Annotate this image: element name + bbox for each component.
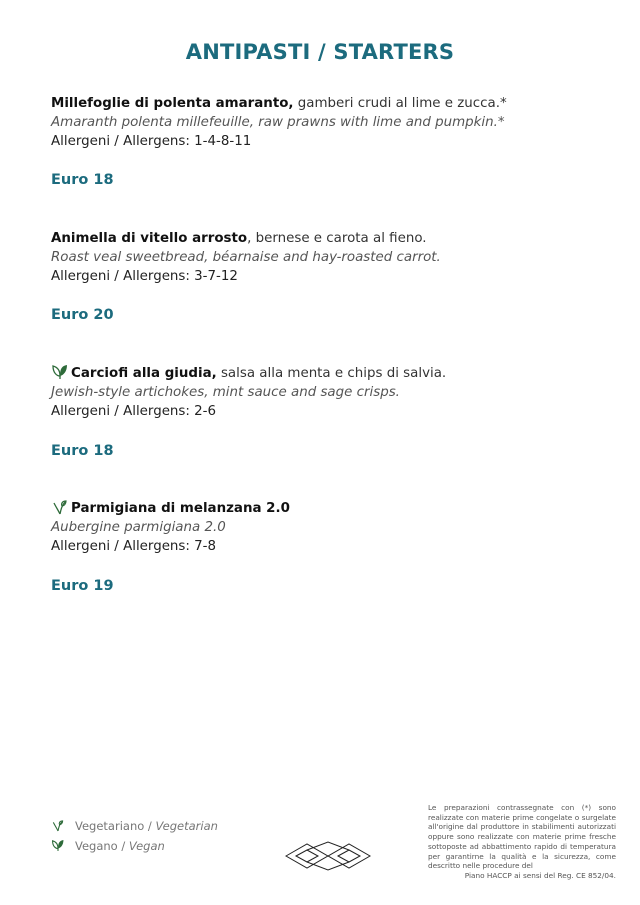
legend-vegan-it: Vegano / — [75, 839, 129, 853]
vegetarian-sprout-icon — [51, 819, 65, 832]
dish-description-en: Amaranth polenta millefeuille, raw prawns with lime and pumpkin.* — [51, 115, 505, 130]
dish-description-en: Roast veal sweetbread, béarnaise and hay-roasted carrot. — [51, 250, 441, 265]
menu-item — [51, 94, 611, 151]
dish-allergens: Allergeni / Allergens: 1-4-8-11 — [51, 134, 252, 149]
dish-allergens: Allergeni / Allergens: 3-7-12 — [51, 269, 238, 284]
vegan-leaf-icon — [51, 364, 69, 380]
dish-description-en: Aubergine parmigiana 2.0 — [51, 520, 226, 535]
legend-vegetarian-en: Vegetarian — [155, 819, 218, 833]
legend-vegetarian — [51, 819, 218, 833]
legend-vegan-en: Vegan — [128, 839, 165, 853]
dish-price: Euro 18 — [51, 172, 114, 188]
legend-vegetarian-it: Vegetariano / — [75, 819, 156, 833]
dish-description-it: salsa alla menta e chips di salvia. — [216, 366, 447, 381]
dish-price: Euro 19 — [51, 578, 114, 594]
haccp-note — [428, 803, 616, 881]
dish-name: Millefoglie di polenta amaranto, — [51, 96, 294, 111]
menu-item — [51, 499, 611, 556]
dish-allergens: Allergeni / Allergens: 7-8 — [51, 539, 217, 554]
vegetarian-sprout-icon — [51, 499, 69, 515]
menu-item — [51, 364, 611, 421]
vegan-leaf-icon — [51, 839, 65, 852]
dish-name: Parmigiana di melanzana 2.0 — [71, 501, 290, 516]
dish-name: Carciofi alla giudia, — [71, 366, 217, 381]
decorative-ornament — [284, 839, 372, 877]
page-title: ANTIPASTI / STARTERS — [185, 40, 455, 64]
dish-description-it: , bernese e carota al fieno. — [247, 231, 427, 246]
haccp-note-main: Le preparazioni contrassegnate con (*) sono realizzate con materie prime congelate o surgelate all'origine dal produttore in stabilimenti autorizzati oppure sono realizzate con materie prime fresche sottoposte ad abbattimento rapido di temperatura per garantirne la qualità e la sicurezza, come descritto nelle procedure del — [428, 803, 616, 871]
dish-price: Euro 18 — [51, 443, 114, 459]
dish-description-en: Jewish-style artichokes, mint sauce and sage crisps. — [51, 385, 400, 400]
dish-allergens: Allergeni / Allergens: 2-6 — [51, 404, 217, 419]
menu-item — [51, 229, 611, 286]
legend-vegan — [51, 839, 165, 853]
haccp-note-last: Piano HACCP ai sensi del Reg. CE 852/04. — [464, 870, 616, 880]
dish-description-it: gamberi crudi al lime e zucca.* — [293, 96, 507, 111]
dish-price: Euro 20 — [51, 307, 114, 323]
dish-name: Animella di vitello arrosto — [51, 231, 248, 246]
